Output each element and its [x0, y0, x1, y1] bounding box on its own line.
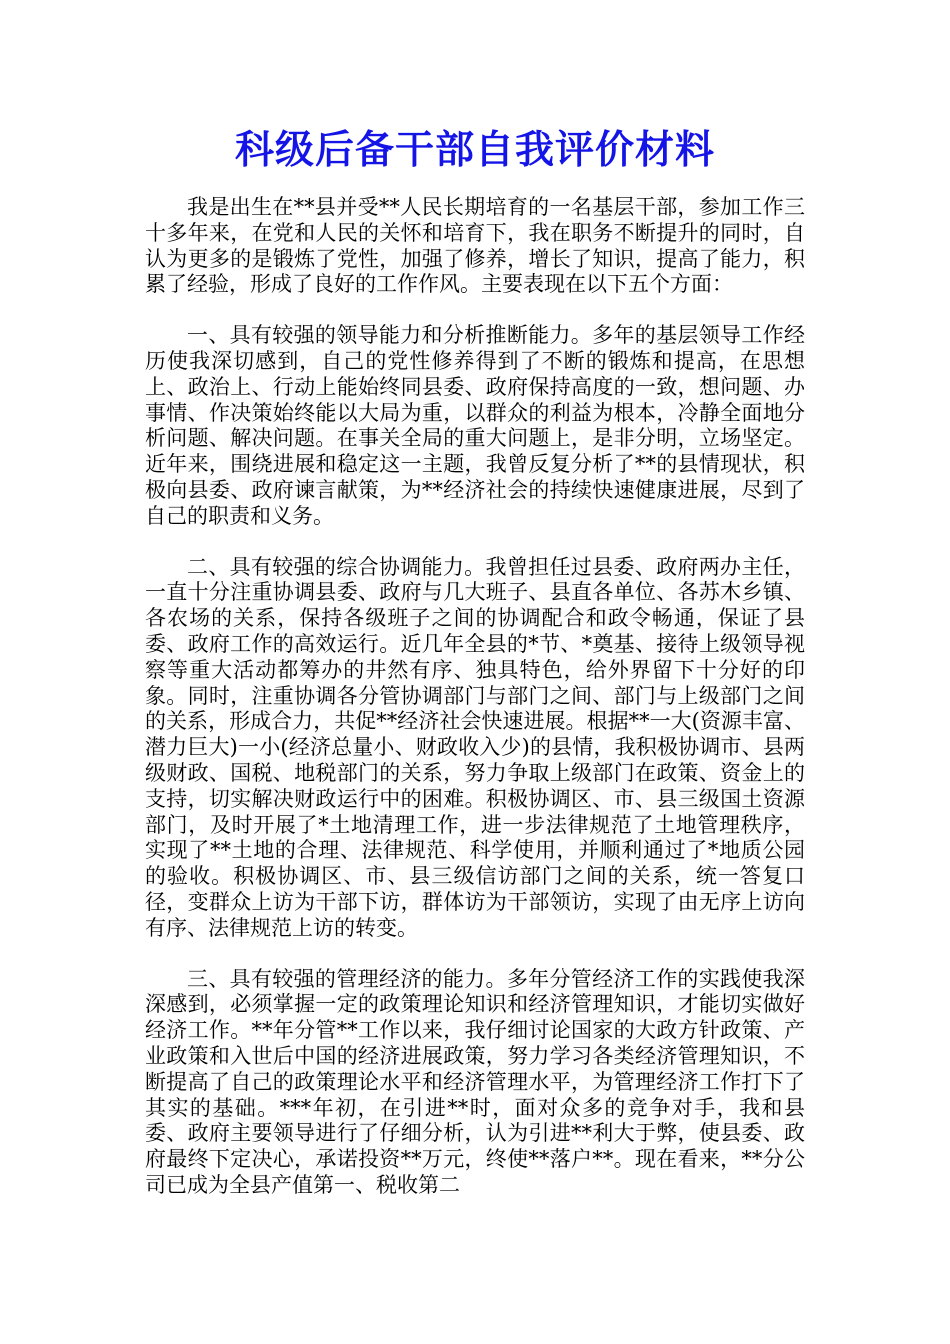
paragraph-leadership-ability: 一、具有较强的领导能力和分析推断能力。多年的基层领导工作经历使我深切感到，自己的党性修养得到了不断的锻炼和提高，在思想上、政治上、行动上能始终同县委、政府保持高度的一致，想问题、办事情、作决策始终能以大局为重，以群众的利益为根本，冷静全面地分析问题、解决问题。在事关全局的重大问题上，是非分明，立场坚定。近年来，围绕进展和稳定这一主题，我曾反复分析了**的县情现状，积极向县委、政府谏言献策，为**经济社会的持续快速健康进展，尽到了自己的职责和义务。 [145, 323, 805, 528]
paragraph-economic-management: 三、具有较强的管理经济的能力。多年分管经济工作的实践使我深深感到，必须掌握一定的政策理论知识和经济管理知识，才能切实做好经济工作。**年分管**工作以来，我仔细讨论国家的大政方针政策、产业政策和入世后中国的经济进展政策，努力学习各类经济管理知识，不断提高了自己的政策理论水平和经济管理水平，为管理经济工作打下了其实的基础。***年初，在引进**时，面对众多的竞争对手，我和县委、政府主要领导进行了仔细分析，认为引进**利大于弊，使县委、政府最终下定决心，承诺投资**万元，终使**落户**。现在看来，**分公司已成为全县产值第一、税收第二 [145, 966, 805, 1197]
document-title: 科级后备干部自我评价材料 [234, 128, 715, 173]
paragraph-intro: 我是出生在**县并受**人民长期培育的一名基层干部，参加工作三十多年来，在党和人民的关怀和培育下，我在职务不断提升的同时，自认为更多的是锻炼了党性，加强了修养，增长了知识，提高了能力，积累了经验，形成了良好的工作作风。主要表现在以下五个方面： [145, 195, 805, 297]
document-body [145, 195, 805, 1199]
document-page [145, 120, 805, 1199]
paragraph-coordination-ability: 二、具有较强的综合协调能力。我曾担任过县委、政府两办主任，一直十分注重协调县委、政府与几大班子、县直各单位、各苏木乡镇、各农场的关系，保持各级班子之间的协调配合和政令畅通，保证了县委、政府工作的高效运行。近几年全县的*节、*奠基、接待上级领导视察等重大活动都筹办的井然有序、独具特色，给外界留下十分好的印象。同时，注重协调各分管协调部门与部门之间、部门与上级部门之间的关系，形成合力，共促**经济社会快速进展。根据**一大(资源丰富、潜力巨大)一小(经济总量小、财政收入少)的县情，我积极协调市、县两级财政、国税、地税部门的关系，努力争取上级部门在政策、资金上的支持，切实解决财政运行中的困难。积极协调区、市、县三级国土资源部门，及时开展了*土地清理工作，进一步法律规范了土地管理秩序，实现了**土地的合理、法律规范、科学使用，并顺利通过了*地质公园的验收。积极协调区、市、县三级信访部门之间的关系，统一答复口径，变群众上访为干部下访，群体访为干部领访，实现了由无序上访向有序、法律规范上访的转变。 [145, 554, 805, 940]
